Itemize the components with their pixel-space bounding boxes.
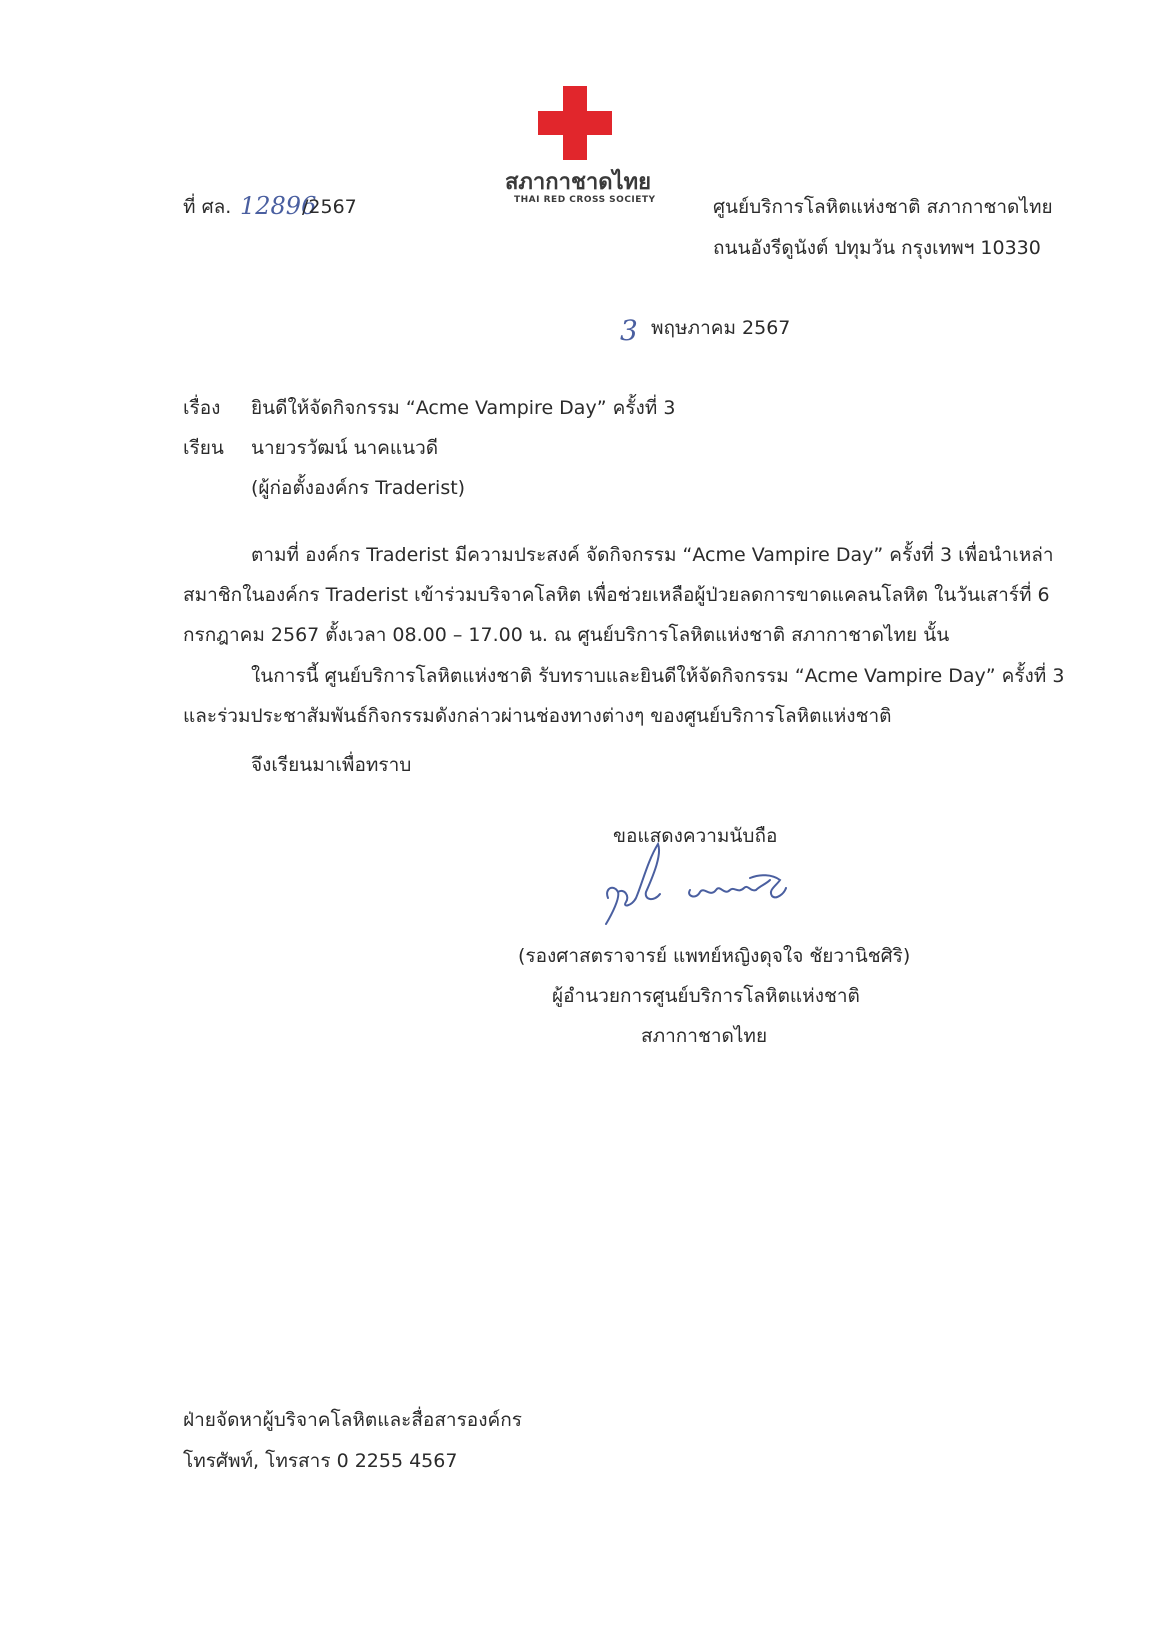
subject-label: เรื่อง [183, 397, 221, 419]
body-paragraph-2-line-1: ในการนี้ ศูนย์บริการโลหิตแห่งชาติ รับทราบและยินดีให้จัดกิจกรรม “Acme Vampire Day” ครั้งที่ 3 [251, 665, 1065, 687]
body-paragraph-1-line-1: ตามที่ องค์กร Traderist มีความประสงค์ จัดกิจกรรม “Acme Vampire Day” ครั้งที่ 3 เพื่อนำเหล่า [251, 544, 1054, 566]
address-line-1: ศูนย์บริการโลหิตแห่งชาติ สภากาชาดไทย [713, 196, 1053, 218]
signatory-position: ผู้อำนวยการศูนย์บริการโลหิตแห่งชาติ [552, 985, 860, 1007]
footer-contact: โทรศัพท์, โทรสาร 0 2255 4567 [183, 1450, 458, 1472]
reference-year: /2567 [302, 196, 357, 218]
regards-text: ขอแสดงความนับถือ [613, 825, 778, 847]
date-day-handwritten: 3 [620, 314, 638, 347]
recipient-name: นายวรวัฒน์ นาคแนวดี [251, 437, 439, 459]
recipient-label: เรียน [183, 437, 224, 459]
address-line-2: ถนนอังรีดูนังต์ ปทุมวัน กรุงเทพฯ 10330 [713, 237, 1041, 259]
body-paragraph-1-line-3: กรกฎาคม 2567 ตั้งเวลา 08.00 – 17.00 น. ณ ศูนย์บริการโลหิตแห่งชาติ สภากาชาดไทย นั้น [183, 624, 950, 646]
signatory-organization: สภากาชาดไทย [641, 1025, 768, 1047]
subject-text: ยินดีให้จัดกิจกรรม “Acme Vampire Day” ครั้งที่ 3 [251, 397, 676, 419]
reference-prefix: ที่ ศล. [183, 196, 232, 218]
date-month-year: พฤษภาคม 2567 [651, 317, 791, 339]
signatory-name: (รองศาสตราจารย์ แพทย์หญิงดุจใจ ชัยวานิชศิริ) [518, 945, 911, 967]
handwritten-signature [600, 840, 800, 930]
reference-number-handwritten: 12896 [240, 192, 317, 220]
body-paragraph-2-line-2: และร่วมประชาสัมพันธ์กิจกรรมดังกล่าวผ่านช่องทางต่างๆ ของศูนย์บริการโลหิตแห่งชาติ [183, 705, 892, 727]
org-name-english: THAI RED CROSS SOCIETY [514, 195, 656, 205]
closing-line: จึงเรียนมาเพื่อทราบ [251, 754, 412, 776]
org-name-thai: สภากาชาดไทย [505, 170, 651, 195]
body-paragraph-1-line-2: สมาชิกในองค์กร Traderist เข้าร่วมบริจาคโลหิต เพื่อช่วยเหลือผู้ป่วยลดการขาดแคลนโลหิต ในวันเสาร์ที่ 6 [183, 584, 1050, 606]
footer-department: ฝ่ายจัดหาผู้บริจาคโลหิตและสื่อสารองค์กร [183, 1409, 522, 1431]
recipient-title: (ผู้ก่อตั้งองค์กร Traderist) [251, 477, 466, 499]
red-cross-horizontal [538, 111, 612, 135]
